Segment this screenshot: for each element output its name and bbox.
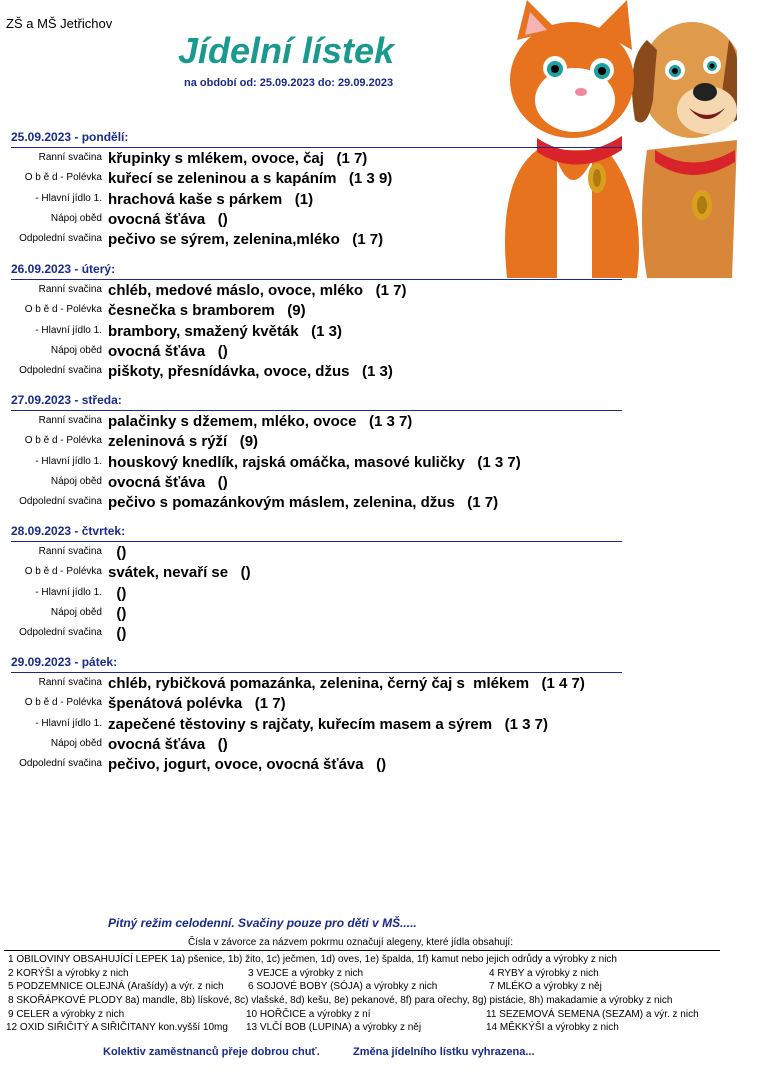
meal-type-label: Ranní svačina <box>38 677 102 688</box>
menu-row <box>0 302 763 322</box>
allergen-intro: Čísla v závorce za názvem pokrmu označují alegeny, které jídla obsahují: <box>188 937 513 948</box>
day-divider <box>11 541 622 542</box>
allergen-3: 3 VEJCE a výrobky z nich <box>248 968 364 979</box>
menu-row <box>0 585 763 605</box>
meal-description: chléb, medové máslo, ovoce, mléko (1 7) <box>108 282 407 299</box>
meal-description: () <box>108 544 127 561</box>
allergen-1: 1 OBILOVINY OBSAHUJÍCÍ LEPEK 1a) pšenice, 1b) žito, 1c) ječmen, 1d) oves, 1e) špalda, 1f) kamut nebo jejich odrůdy a výrobky z nich <box>8 954 617 965</box>
meal-type-label: O b ě d - Polévka <box>24 304 102 316</box>
meal-description: zeleninová s rýží (9) <box>108 433 259 451</box>
footer-change-note: Změna jídelního lístku vyhrazena... <box>353 1046 535 1058</box>
meal-description: kuřecí se zeleninou a s kapáním (1 3 9) <box>108 170 393 188</box>
allergen-6: 6 SOJOVÉ BOBY (SÓJA) a výrobky z nich <box>248 981 438 992</box>
meal-description: brambory, smažený květák (1 3) <box>108 322 342 340</box>
menu-row <box>0 625 763 645</box>
meal-type-label: Nápoj oběd <box>50 212 102 224</box>
meal-type-label: - Hlavní jídlo 1. <box>35 717 102 729</box>
menu-row <box>0 695 763 715</box>
divider <box>4 950 720 951</box>
meal-type-label: Ranní svačina <box>38 415 102 426</box>
meal-description: pečivo se sýrem, zelenina,mléko (1 7) <box>108 231 384 249</box>
allergen-13: 13 VLČÍ BOB (LUPINA) a výrobky z něj <box>246 1022 422 1033</box>
allergen-9: 9 CELER a výrobky z nich <box>8 1009 125 1020</box>
meal-description: () <box>108 625 127 643</box>
meal-description: svátek, nevaří se () <box>108 564 251 582</box>
meal-type-label: Nápoj oběd <box>50 737 102 749</box>
menu-row <box>0 474 763 494</box>
meal-description: ovocná šťáva () <box>108 210 228 228</box>
drinking-regime-note: Pitný režim celodenní. Svačiny pouze pro děti v MŠ..... <box>108 916 417 930</box>
meal-description: zapečené těstoviny s rajčaty, kuřecím masem a sýrem (1 3 7) <box>108 715 548 733</box>
day-heading: 27.09.2023 - středa: <box>11 393 122 407</box>
meal-description: pečivo, jogurt, ovoce, ovocná šťáva () <box>108 756 387 774</box>
allergen-12: 12 OXID SIŘIČITÝ A SIŘIČITANY kon.vyšší 10mg <box>6 1022 228 1033</box>
menu-row <box>0 756 763 776</box>
footer-wish: Kolektiv zaměstnanců přeje dobrou chuť. <box>103 1046 320 1058</box>
meal-type-label: Ranní svačina <box>38 284 102 295</box>
meal-type-label: Ranní svačina <box>38 152 102 163</box>
allergen-10: 10 HOŘČICE a výrobky z ní <box>246 1009 371 1020</box>
meal-type-label: O b ě d - Polévka <box>24 566 102 578</box>
allergen-4: 4 RYBY a výrobky z nich <box>489 968 599 979</box>
day-heading: 26.09.2023 - úterý: <box>11 262 116 276</box>
meal-description: pečivo s pomazánkovým máslem, zelenina, džus (1 7) <box>108 494 499 512</box>
meal-type-label: Nápoj oběd <box>50 344 102 356</box>
meal-description: česnečka s bramborem (9) <box>108 302 306 320</box>
meal-description: chléb, rybičková pomazánka, zelenina, černý čaj s mlékem (1 4 7) <box>108 675 585 692</box>
menu-row <box>0 544 763 564</box>
allergen-11: 11 SEZEMOVÁ SEMENA (SEZAM) a výr. z nich <box>486 1009 699 1020</box>
meal-type-label: O b ě d - Polévka <box>24 697 102 709</box>
meal-description: hrachová kaše s párkem (1) <box>108 190 314 208</box>
meal-description: špenátová polévka (1 7) <box>108 695 286 713</box>
menu-row <box>0 343 763 363</box>
menu-period: na období od: 25.09.2023 do: 29.09.2023 <box>184 77 394 89</box>
meal-description: houskový knedlík, rajská omáčka, masové kuličky (1 3 7) <box>108 453 521 471</box>
meal-type-label: Odpolední svačina <box>19 758 102 770</box>
school-name: ZŠ a MŠ Jetřichov <box>6 16 113 31</box>
meal-type-label: Odpolední svačina <box>19 365 102 377</box>
menu-row <box>0 191 763 211</box>
menu-row <box>0 150 763 170</box>
allergen-2: 2 KORÝŠI a výrobky z nich <box>8 968 129 979</box>
day-heading: 29.09.2023 - pátek: <box>11 655 118 669</box>
day-heading: 25.09.2023 - pondělí: <box>11 130 129 144</box>
menu-row <box>0 716 763 736</box>
meal-type-label: Odpolední svačina <box>19 627 102 639</box>
allergen-7: 7 MLÉKO a výrobky z něj <box>489 981 602 992</box>
menu-row <box>0 736 763 756</box>
menu-row <box>0 363 763 383</box>
menu-row <box>0 605 763 625</box>
menu-row <box>0 211 763 231</box>
meal-type-label: Nápoj oběd <box>50 606 102 618</box>
day-divider <box>11 279 622 280</box>
allergen-8: 8 SKOŘÁPKOVÉ PLODY 8a) mandle, 8b) lískové, 8c) vlašské, 8d) kešu, 8e) pekanové, 8f) para ořechy, 8g) pistácie, 8h) makadamie a výrobky z nich <box>8 995 673 1006</box>
meal-description: palačinky s džemem, mléko, ovoce (1 3 7) <box>108 413 413 430</box>
menu-row <box>0 564 763 584</box>
meal-description: ovocná šťáva () <box>108 342 228 360</box>
menu-row <box>0 494 763 514</box>
meal-description: () <box>108 604 127 622</box>
day-divider <box>11 410 622 411</box>
meal-type-label: Ranní svačina <box>38 546 102 557</box>
menu-row <box>0 454 763 474</box>
meal-type-label: Nápoj oběd <box>50 475 102 487</box>
allergen-14: 14 MĚKKÝŠI a výrobky z nich <box>486 1022 619 1033</box>
meal-type-label: Odpolední svačina <box>19 496 102 508</box>
menu-row <box>0 433 763 453</box>
meal-type-label: - Hlavní jídlo 1. <box>35 455 102 467</box>
meal-type-label: - Hlavní jídlo 1. <box>35 324 102 336</box>
page-title: Jídelní lístek <box>178 30 395 71</box>
menu-row <box>0 675 763 695</box>
meal-type-label: O b ě d - Polévka <box>24 435 102 447</box>
meal-description: () <box>108 584 127 602</box>
allergen-5: 5 PODZEMNICE OLEJNÁ (Arašídy) a výr. z nich <box>8 981 224 992</box>
menu-row <box>0 231 763 251</box>
day-heading: 28.09.2023 - čtvrtek: <box>11 524 126 538</box>
day-divider <box>11 147 622 148</box>
meal-type-label: - Hlavní jídlo 1. <box>35 586 102 598</box>
menu-row <box>0 413 763 433</box>
menu-row <box>0 170 763 190</box>
menu-row <box>0 282 763 302</box>
meal-description: křupinky s mlékem, ovoce, čaj (1 7) <box>108 150 368 167</box>
meal-description: piškoty, přesnídávka, ovoce, džus (1 3) <box>108 363 393 381</box>
meal-type-label: - Hlavní jídlo 1. <box>35 192 102 204</box>
day-divider <box>11 672 622 673</box>
meal-description: ovocná šťáva () <box>108 473 228 491</box>
meal-description: ovocná šťáva () <box>108 735 228 753</box>
meal-type-label: O b ě d - Polévka <box>24 172 102 184</box>
meal-type-label: Odpolední svačina <box>19 233 102 245</box>
menu-row <box>0 323 763 343</box>
